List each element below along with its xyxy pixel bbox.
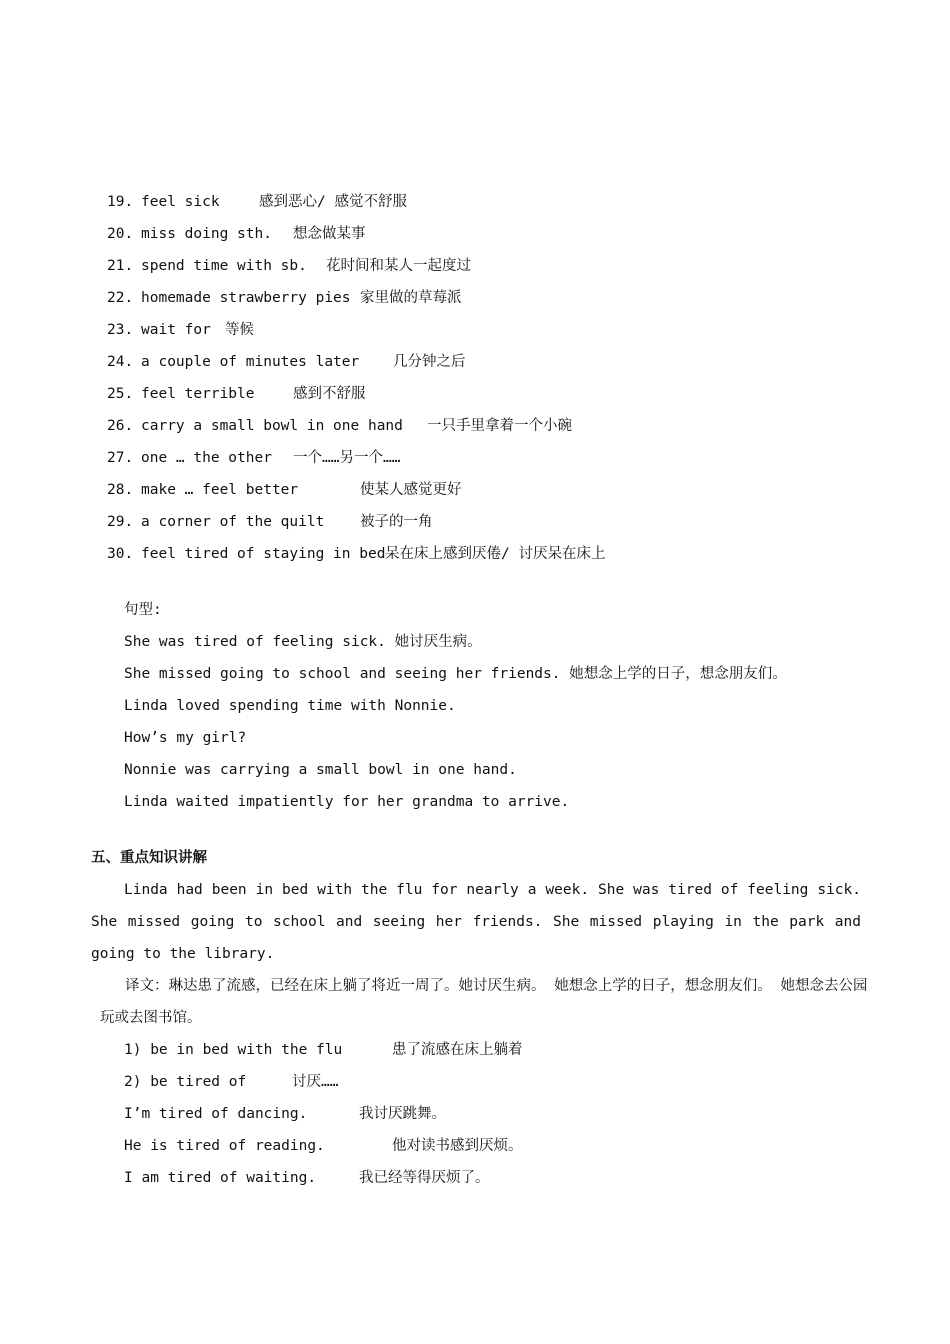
sentence-item: Linda loved spending time with Nonnie. [124,698,456,714]
phrase-english: feel tired of staying in bed [141,546,386,562]
phrase-chinese: 一只手里拿着一个小碗 [427,418,572,434]
phrase-item [107,256,471,276]
example-english: I’m tired of dancing. [124,1106,308,1122]
phrase-chinese: 等候 [225,322,254,338]
phrase-number: 19. [107,194,134,210]
phrase-item [107,416,572,436]
phrase-english: spend time with sb. [141,258,307,274]
sentence-item: Linda waited impatiently for her grandma to arrive. [124,794,570,810]
phrase-chinese: 被子的一角 [360,514,433,530]
phrase-number: 26. [107,418,134,434]
phrase-chinese: 一个……另一个…… [293,450,401,466]
phrase-item [107,448,400,468]
phrase-item [107,224,366,244]
phrase-english: make … feel better [141,482,299,498]
phrase-number: 28. [107,482,134,498]
example-sentence [124,1104,446,1124]
phrase-english: a couple of minutes later [141,354,360,370]
phrase-number: 20. [107,226,134,242]
phrase-chinese: 使某人感觉更好 [360,482,462,498]
point-english: 1) be in bed with the flu [124,1042,343,1058]
example-english: I am tired of waiting. [124,1170,317,1186]
phrase-item [107,288,462,308]
phrase-item [107,352,466,372]
phrase-number: 29. [107,514,134,530]
phrase-number: 23. [107,322,134,338]
sentence-item: How’s my girl? [124,730,247,746]
phrase-english: a corner of the quilt [141,514,325,530]
phrase-chinese: 想念做某事 [293,226,366,242]
phrase-chinese: 家里做的草莓派 [360,290,462,306]
phrase-chinese: 花时间和某人一起度过 [326,258,471,274]
point-chinese: 患了流感在床上躺着 [392,1042,523,1058]
phrase-number: 27. [107,450,134,466]
phrase-item [107,192,407,212]
example-chinese: 我已经等得厌烦了。 [359,1170,490,1186]
phrase-number: 22. [107,290,134,306]
phrase-number: 30. [107,546,134,562]
phrase-chinese: 几分钟之后 [393,354,466,370]
sentence-item: Nonnie was carrying a small bowl in one hand. [124,762,517,778]
phrase-number: 24. [107,354,134,370]
phrase-english: wait for [141,322,211,338]
example-chinese: 他对读书感到厌烦。 [392,1138,523,1154]
sentence-item: She missed going to school and seeing her friends. 她想念上学的日子，想念朋友们。 [124,666,787,682]
knowledge-point [124,1072,338,1092]
phrase-item [107,480,462,500]
phrase-english: one … the other [141,450,272,466]
phrase-english: feel sick [141,194,220,210]
phrase-english: feel terrible [141,386,255,402]
phrase-english: homemade strawberry pies [141,290,351,306]
phrase-item [107,320,254,340]
example-sentence [124,1168,490,1188]
phrase-item [107,384,366,404]
sentence-label: 句型: [124,602,162,618]
phrase-number: 21. [107,258,134,274]
phrase-item [107,544,605,564]
english-paragraph: Linda had been in bed with the flu for nearly a week. She was tired of feeling sick. She missed going to school and seeing her friends. She missed playing in the park and going to the library. [91,882,861,962]
example-english: He is tired of reading. [124,1138,325,1154]
phrase-english: carry a small bowl in one hand [141,418,403,434]
phrase-chinese: 呆在床上感到厌倦/ 讨厌呆在床上 [385,546,606,562]
translation-paragraph: 译文：琳达患了流感，已经在床上躺了将近一周了。她讨厌生病。 她想念上学的日子，想念朋友们。 她想念去公园玩或去图书馆。 [100,978,868,1026]
phrase-english: miss doing sth. [141,226,272,242]
section-heading: 五、重点知识讲解 [91,850,207,866]
point-chinese: 讨厌…… [292,1074,339,1090]
sentence-item: She was tired of feeling sick. 她讨厌生病。 [124,634,482,650]
example-sentence [124,1136,523,1156]
phrase-chinese: 感到不舒服 [293,386,366,402]
example-chinese: 我讨厌跳舞。 [359,1106,446,1122]
phrase-number: 25. [107,386,134,402]
knowledge-point [124,1040,523,1060]
phrase-chinese: 感到恶心/ 感觉不舒服 [259,194,407,210]
point-english: 2) be tired of [124,1074,247,1090]
phrase-item [107,512,433,532]
